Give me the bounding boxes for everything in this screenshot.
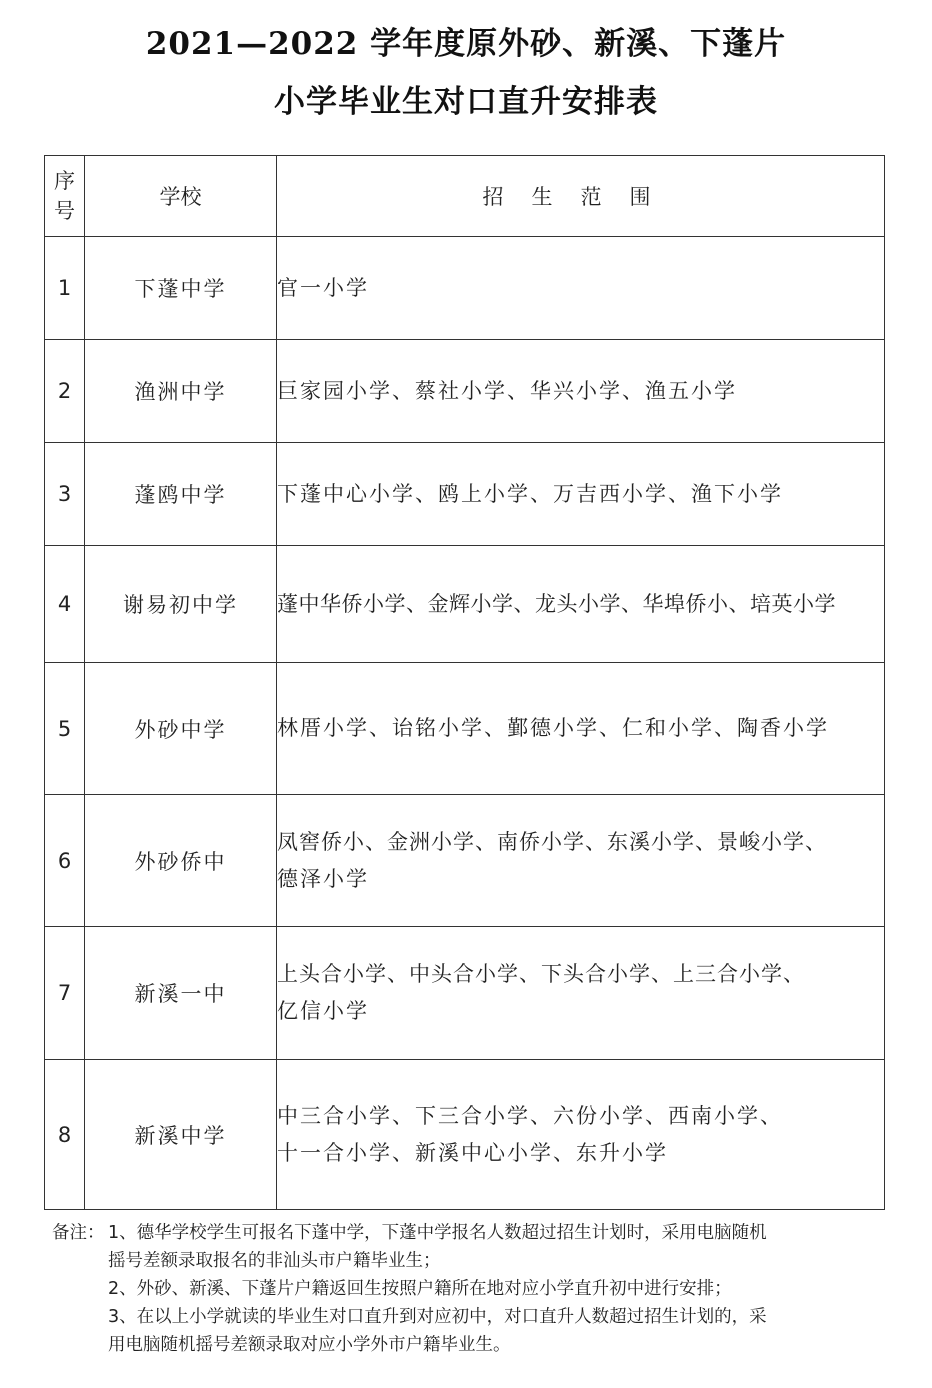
row-school: 新溪中学: [85, 1060, 277, 1210]
row-school: 渔洲中学: [85, 340, 277, 443]
row-range-line: 中三合小学、下三合小学、六份小学、西南小学、: [277, 1103, 783, 1128]
note-item-1: [52, 1219, 882, 1247]
table-row: [45, 663, 885, 795]
row-range: [277, 927, 885, 1060]
row-index: 6: [45, 795, 85, 927]
row-range-line: 官一小学: [277, 275, 369, 300]
note-item-1-line-1: 1、德华学校学生可报名下蓬中学，下蓬中学报名人数超过招生计划时，采用电脑随机: [108, 1223, 767, 1243]
row-range: [277, 443, 885, 546]
row-index: 5: [45, 663, 85, 795]
header-school: 学校: [85, 156, 277, 237]
row-index: 8: [45, 1060, 85, 1210]
row-range: [277, 340, 885, 443]
header-index-line-2: 号: [54, 199, 75, 223]
document-title-line-2: 小学毕业生对口直升安排表: [274, 84, 658, 120]
table-row: [45, 237, 885, 340]
row-school: 蓬鸥中学: [85, 443, 277, 546]
table-row: [45, 443, 885, 546]
row-index: 7: [45, 927, 85, 1060]
row-school: 外砂侨中: [85, 795, 277, 927]
row-index: 1: [45, 237, 85, 340]
table-row: [45, 546, 885, 663]
row-range: [277, 795, 885, 927]
table-row: [45, 795, 885, 927]
row-range-line: 上头合小学、中头合小学、下头合小学、上三合小学、: [277, 962, 805, 986]
note-item-3-line-1: 3、在以上小学就读的毕业生对口直升到对应初中，对口直升人数超过招生计划的，采: [108, 1307, 767, 1327]
row-range: [277, 663, 885, 795]
header-index: [45, 156, 85, 237]
row-range-line: 林厝小学、诒铭小学、鄞德小学、仁和小学、陶香小学: [277, 716, 829, 740]
row-range: [277, 546, 885, 663]
row-index: 3: [45, 443, 85, 546]
notes-section: [52, 1219, 882, 1359]
document-title-line-1: 2021—2022 学年度原外砂、新溪、下蓬片: [145, 26, 787, 62]
row-range: [277, 237, 885, 340]
note-item-3-line-2: 用电脑随机摇号差额录取对应小学外市户籍毕业生。: [108, 1335, 511, 1355]
notes-label: 备注：: [52, 1223, 105, 1243]
row-school: 新溪一中: [85, 927, 277, 1060]
row-range-line: 凤窖侨小、金洲小学、南侨小学、东溪小学、景峻小学、: [277, 829, 827, 854]
row-range: [277, 1060, 885, 1210]
row-index: 4: [45, 546, 85, 663]
row-range-line: 下蓬中心小学、鸥上小学、万吉西小学、渔下小学: [277, 481, 783, 506]
table-row: [45, 1060, 885, 1210]
note-item-2: 2、外砂、新溪、下蓬片户籍返回生按照户籍所在地对应小学直升初中进行安排；: [108, 1279, 732, 1299]
row-range-line: 德泽小学: [277, 866, 369, 891]
admission-table: [44, 155, 885, 1210]
row-range-line: 巨家园小学、蔡社小学、华兴小学、渔五小学: [277, 378, 737, 403]
row-school: 谢易初中学: [85, 546, 277, 663]
row-index: 2: [45, 340, 85, 443]
row-range-line: 亿信小学: [277, 999, 369, 1023]
row-range-line: 十一合小学、新溪中心小学、东升小学: [277, 1140, 668, 1165]
note-item-1-line-2: 摇号差额录取报名的非汕头市户籍毕业生；: [108, 1251, 441, 1271]
header-index-line-1: 序: [54, 169, 75, 193]
row-school: 外砂中学: [85, 663, 277, 795]
table-row: [45, 340, 885, 443]
table-row: [45, 927, 885, 1060]
header-range: 招生范围: [277, 156, 885, 237]
row-range-line: 蓬中华侨小学、金辉小学、龙头小学、华埠侨小、培英小学: [277, 591, 836, 616]
row-school: 下蓬中学: [85, 237, 277, 340]
table-header-row: [45, 156, 885, 237]
